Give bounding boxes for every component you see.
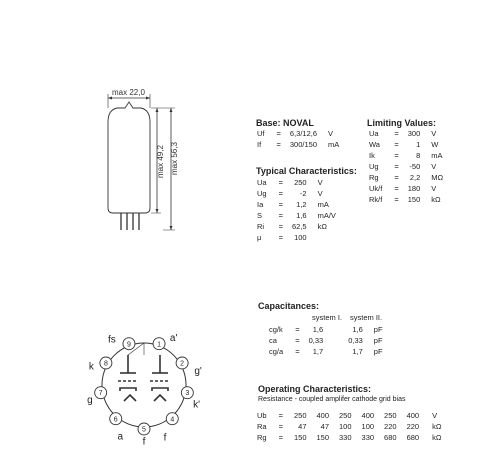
base-value: 300/150 bbox=[289, 140, 318, 149]
limiting-symbol: Ug bbox=[369, 162, 379, 171]
limiting-unit: kΩ bbox=[431, 195, 441, 204]
pin-number: 3 bbox=[185, 390, 190, 398]
pin-label: fs bbox=[107, 334, 116, 346]
limiting-value: 180 bbox=[407, 184, 421, 193]
typical-value: -2 bbox=[299, 189, 307, 198]
op-value: 150 bbox=[293, 433, 307, 442]
dim-width-label: max 22,0 bbox=[112, 88, 145, 97]
op-unit: kΩ bbox=[432, 433, 442, 442]
pin-number: 6 bbox=[113, 416, 118, 424]
pin-number: 4 bbox=[170, 416, 175, 424]
limiting-row bbox=[366, 172, 446, 183]
op-equals: = bbox=[278, 411, 283, 420]
op-unit: kΩ bbox=[432, 422, 442, 431]
op-unit: V bbox=[432, 411, 438, 420]
pin-label: a' bbox=[169, 333, 178, 345]
op-value: 330 bbox=[361, 433, 375, 442]
limiting-symbol: Rg bbox=[369, 173, 379, 182]
base-unit: mA bbox=[328, 140, 340, 149]
op-value: 47 bbox=[320, 422, 330, 431]
op-value: 330 bbox=[339, 433, 352, 442]
op-value: 680 bbox=[384, 433, 397, 442]
limiting-equals: = bbox=[394, 140, 399, 149]
cap-value-system1: 1,6 bbox=[312, 325, 324, 334]
cap-unit: pF bbox=[373, 325, 383, 334]
typical-symbol: Ri bbox=[257, 222, 265, 231]
typical-row bbox=[254, 199, 339, 210]
op-row bbox=[254, 421, 444, 432]
op-symbol: Ub bbox=[257, 411, 267, 420]
cap-row bbox=[266, 324, 386, 335]
typical-value: 250 bbox=[294, 178, 307, 187]
pin-label: k' bbox=[193, 399, 201, 411]
operating-title: Operating Characteristics: bbox=[258, 384, 372, 394]
op-value: 250 bbox=[384, 411, 397, 420]
cap-col2-header: system II. bbox=[350, 313, 383, 322]
typical-row bbox=[254, 232, 339, 243]
typical-unit: mA bbox=[317, 200, 329, 209]
limiting-unit: mA bbox=[431, 151, 443, 160]
tube-outline-drawing bbox=[95, 80, 195, 240]
cap-symbol: cg/k bbox=[269, 325, 283, 334]
limiting-equals: = bbox=[394, 184, 399, 193]
limiting-title: Limiting Values: bbox=[367, 118, 437, 128]
limiting-unit: V bbox=[431, 162, 437, 171]
cap-value-system2: 1,7 bbox=[352, 347, 363, 356]
typical-symbol: Ua bbox=[257, 178, 267, 187]
limiting-row bbox=[366, 139, 446, 150]
limiting-value: -50 bbox=[409, 162, 421, 171]
typical-unit: mA/V bbox=[317, 211, 336, 220]
limiting-row bbox=[366, 128, 446, 139]
pin-number: 2 bbox=[180, 360, 185, 368]
capacitances-title: Capacitances: bbox=[258, 301, 320, 311]
typical-value: 1,2 bbox=[296, 200, 307, 209]
limiting-value: 1 bbox=[416, 140, 421, 149]
typical-unit bbox=[310, 232, 339, 243]
limiting-symbol: Ua bbox=[369, 129, 379, 138]
op-equals: = bbox=[278, 422, 283, 431]
cap-symbol: ca bbox=[269, 336, 277, 345]
cap-value-system2: 0,33 bbox=[348, 336, 363, 345]
typical-row bbox=[254, 210, 339, 221]
cap-col1-header: system I. bbox=[312, 313, 343, 322]
cap-equals: = bbox=[295, 347, 300, 356]
typical-unit: V bbox=[317, 178, 323, 187]
capacitances-table bbox=[266, 324, 386, 357]
typical-unit: V bbox=[317, 189, 323, 198]
typical-row bbox=[254, 177, 339, 188]
typical-value: 100 bbox=[294, 233, 307, 242]
base-equals: = bbox=[276, 140, 281, 149]
limiting-row bbox=[366, 150, 446, 161]
cap-value-system2: 1,6 bbox=[352, 325, 363, 334]
typical-value: 1,6 bbox=[296, 211, 307, 220]
limiting-value: 150 bbox=[407, 195, 421, 204]
typical-row bbox=[254, 221, 339, 232]
op-value: 220 bbox=[384, 422, 397, 431]
cap-row bbox=[266, 335, 386, 346]
operating-table bbox=[254, 410, 444, 443]
pinout-diagram bbox=[84, 325, 204, 450]
op-equals: = bbox=[278, 433, 283, 442]
typical-table bbox=[254, 177, 339, 243]
pin-number: 9 bbox=[126, 341, 131, 349]
limiting-equals: = bbox=[394, 129, 399, 138]
dim-height-label-1: max 49,2 bbox=[156, 145, 165, 178]
typical-row bbox=[254, 188, 339, 199]
typical-symbol: S bbox=[257, 211, 263, 220]
limiting-unit: MΩ bbox=[431, 173, 444, 182]
cap-equals: = bbox=[295, 325, 300, 334]
op-value: 100 bbox=[339, 422, 352, 431]
limiting-symbol: Ik bbox=[369, 151, 375, 160]
pin-number: 8 bbox=[103, 360, 108, 368]
op-value: 400 bbox=[361, 411, 375, 420]
op-value: 47 bbox=[298, 422, 307, 431]
limiting-table bbox=[366, 128, 446, 205]
pin-label: g bbox=[87, 394, 93, 406]
base-row bbox=[254, 128, 342, 139]
pin-label: g' bbox=[194, 366, 202, 378]
cap-row bbox=[266, 346, 386, 357]
limiting-equals: = bbox=[394, 195, 399, 204]
cap-unit: pF bbox=[373, 347, 383, 356]
limiting-row bbox=[366, 183, 446, 194]
op-symbol: Rg bbox=[257, 433, 267, 442]
base-title: Base: NOVAL bbox=[256, 118, 314, 128]
pin-label: a bbox=[117, 431, 124, 443]
base-table bbox=[254, 128, 342, 150]
limiting-symbol: Wa bbox=[369, 140, 380, 149]
typical-equals: = bbox=[278, 178, 283, 187]
cap-equals: = bbox=[295, 336, 300, 345]
limiting-row bbox=[366, 161, 446, 172]
op-value: 100 bbox=[361, 422, 375, 431]
typical-symbol: μ bbox=[257, 233, 262, 242]
base-unit: V bbox=[328, 129, 334, 138]
cap-value-system1: 0,33 bbox=[308, 336, 324, 345]
typical-equals: = bbox=[278, 222, 283, 231]
pin-number: 5 bbox=[142, 426, 146, 434]
base-symbol: If bbox=[257, 140, 262, 149]
base-symbol: Uf bbox=[257, 129, 265, 138]
typical-equals: = bbox=[278, 189, 283, 198]
op-row bbox=[254, 410, 444, 421]
typical-equals: = bbox=[278, 200, 283, 209]
base-row bbox=[254, 139, 342, 150]
operating-subtitle: Resistance - coupled amplifer cathode grid bias bbox=[258, 396, 406, 403]
limiting-unit: V bbox=[431, 184, 437, 193]
pin-label: f bbox=[142, 436, 146, 448]
limiting-equals: = bbox=[394, 151, 399, 160]
typical-equals: = bbox=[278, 211, 283, 220]
typical-title: Typical Characteristics: bbox=[256, 166, 357, 176]
limiting-unit: V bbox=[431, 129, 437, 138]
op-value: 220 bbox=[406, 422, 420, 431]
limiting-equals: = bbox=[394, 173, 399, 182]
limiting-symbol: Uk/f bbox=[369, 184, 383, 193]
cap-unit: pF bbox=[373, 336, 383, 345]
limiting-value: 300 bbox=[407, 129, 421, 138]
limiting-symbol: Rk/f bbox=[369, 195, 383, 204]
limiting-row bbox=[366, 194, 446, 205]
typical-equals: = bbox=[278, 233, 283, 242]
limiting-equals: = bbox=[394, 162, 399, 171]
limiting-value: 2,2 bbox=[409, 173, 421, 182]
typical-symbol: Ug bbox=[257, 189, 267, 198]
op-symbol: Ra bbox=[257, 422, 267, 431]
op-value: 680 bbox=[406, 433, 420, 442]
pin-label: k bbox=[88, 361, 94, 373]
limiting-unit: W bbox=[431, 140, 439, 149]
pin-number: 1 bbox=[157, 341, 162, 349]
base-equals: = bbox=[276, 129, 281, 138]
typical-unit: kΩ bbox=[317, 222, 327, 231]
op-value: 400 bbox=[406, 411, 420, 420]
dim-height-label-2: max 56,3 bbox=[170, 142, 179, 175]
op-value: 150 bbox=[316, 433, 330, 442]
typical-value: 62,5 bbox=[291, 222, 307, 231]
limiting-value: 8 bbox=[416, 151, 421, 160]
op-row bbox=[254, 432, 444, 443]
pin-label: f bbox=[163, 432, 167, 444]
op-value: 400 bbox=[316, 411, 330, 420]
base-value: 6,3/12,6 bbox=[289, 129, 318, 138]
cap-symbol: cg/a bbox=[269, 347, 284, 356]
cap-value-system1: 1,7 bbox=[312, 347, 324, 356]
pin-number: 7 bbox=[98, 390, 103, 398]
op-value: 250 bbox=[339, 411, 352, 420]
op-value: 250 bbox=[293, 411, 307, 420]
typical-symbol: Ia bbox=[257, 200, 264, 209]
